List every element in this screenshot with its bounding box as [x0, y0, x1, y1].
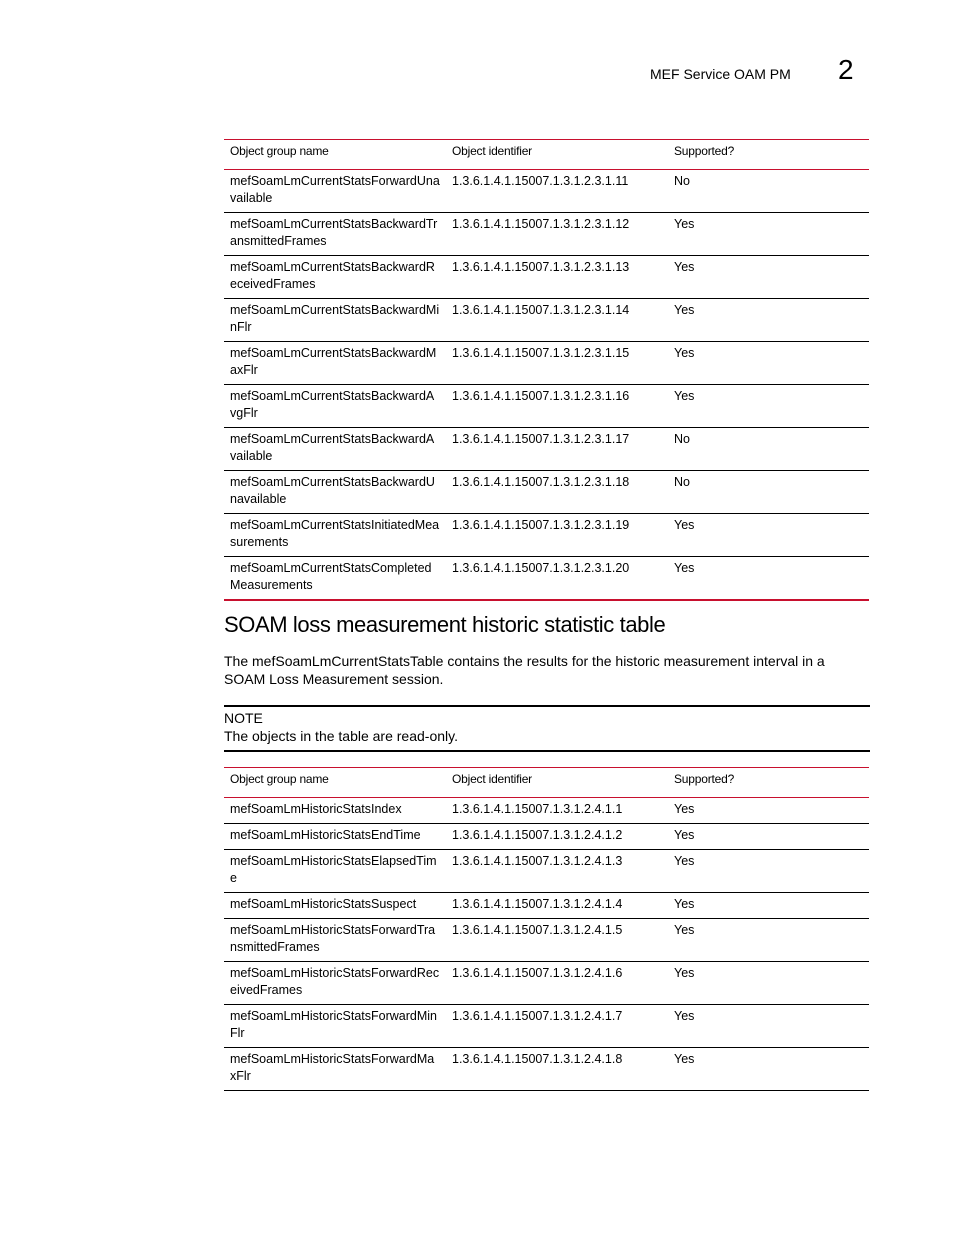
supported-cell: Yes	[668, 299, 869, 342]
supported-cell: Yes	[668, 342, 869, 385]
table-row	[224, 514, 869, 557]
supported-cell: Yes	[668, 1048, 869, 1091]
supported-cell: Yes	[668, 514, 869, 557]
table-row	[224, 299, 869, 342]
supported-cell: Yes	[668, 213, 869, 256]
table-row	[224, 213, 869, 256]
object-identifier-cell: 1.3.6.1.4.1.15007.1.3.1.2.4.1.4	[446, 893, 668, 919]
column-header-object-group-name: Object group name	[224, 768, 446, 798]
section-heading: SOAM loss measurement historic statistic table	[224, 612, 666, 637]
object-group-name-cell: mefSoamLmCurrentStatsBackwardUnavailable	[224, 471, 446, 514]
object-group-name-cell: mefSoamLmHistoricStatsEndTime	[224, 824, 446, 850]
object-group-name-cell: mefSoamLmHistoricStatsSuspect	[224, 893, 446, 919]
object-group-name-cell: mefSoamLmCurrentStatsBackwardAvgFlr	[224, 385, 446, 428]
object-identifier-cell: 1.3.6.1.4.1.15007.1.3.1.2.3.1.20	[446, 557, 668, 601]
object-identifier-cell: 1.3.6.1.4.1.15007.1.3.1.2.4.1.2	[446, 824, 668, 850]
supported-cell: Yes	[668, 824, 869, 850]
header-section-title: MEF Service OAM PM	[650, 66, 791, 82]
object-identifier-cell: 1.3.6.1.4.1.15007.1.3.1.2.3.1.15	[446, 342, 668, 385]
object-group-name-cell: mefSoamLmCurrentStatsBackwardMaxFlr	[224, 342, 446, 385]
object-group-name-cell: mefSoamLmCurrentStatsBackwardTransmittedFrames	[224, 213, 446, 256]
table-row	[224, 798, 869, 824]
table-header-row	[224, 140, 869, 170]
object-group-name-cell: mefSoamLmHistoricStatsElapsedTime	[224, 850, 446, 893]
header-chapter-number: 2	[838, 54, 854, 85]
supported-cell: Yes	[668, 798, 869, 824]
object-identifier-cell: 1.3.6.1.4.1.15007.1.3.1.2.3.1.14	[446, 299, 668, 342]
current-stats-table	[224, 139, 869, 601]
object-identifier-cell: 1.3.6.1.4.1.15007.1.3.1.2.3.1.11	[446, 170, 668, 213]
column-header-object-identifier: Object identifier	[446, 140, 668, 170]
table-row	[224, 385, 869, 428]
supported-cell: Yes	[668, 557, 869, 601]
supported-cell: Yes	[668, 256, 869, 299]
supported-cell: No	[668, 471, 869, 514]
object-group-name-cell: mefSoamLmCurrentStatsCompleted Measurements	[224, 557, 446, 601]
table-row	[224, 824, 869, 850]
section-body-text: The mefSoamLmCurrentStatsTable contains the results for the historic measurement interval in a SOAM Loss Measurement session.	[224, 653, 825, 687]
table-row	[224, 850, 869, 893]
supported-cell: No	[668, 428, 869, 471]
note-box	[224, 705, 870, 752]
supported-cell: Yes	[668, 962, 869, 1005]
object-group-name-cell: mefSoamLmHistoricStatsForwardMinFlr	[224, 1005, 446, 1048]
object-identifier-cell: 1.3.6.1.4.1.15007.1.3.1.2.3.1.17	[446, 428, 668, 471]
object-identifier-cell: 1.3.6.1.4.1.15007.1.3.1.2.4.1.5	[446, 919, 668, 962]
supported-cell: Yes	[668, 1005, 869, 1048]
table-row	[224, 170, 869, 213]
object-identifier-cell: 1.3.6.1.4.1.15007.1.3.1.2.4.1.3	[446, 850, 668, 893]
object-identifier-cell: 1.3.6.1.4.1.15007.1.3.1.2.4.1.6	[446, 962, 668, 1005]
table-row	[224, 962, 869, 1005]
object-group-name-cell: mefSoamLmHistoricStatsForwardMaxFlr	[224, 1048, 446, 1091]
note-label: NOTE	[224, 710, 263, 726]
table-header-row	[224, 768, 869, 798]
supported-cell: Yes	[668, 385, 869, 428]
object-identifier-cell: 1.3.6.1.4.1.15007.1.3.1.2.3.1.18	[446, 471, 668, 514]
object-group-name-cell: mefSoamLmHistoricStatsIndex	[224, 798, 446, 824]
object-identifier-cell: 1.3.6.1.4.1.15007.1.3.1.2.3.1.16	[446, 385, 668, 428]
object-group-name-cell: mefSoamLmCurrentStatsBackwardAvailable	[224, 428, 446, 471]
page-header	[0, 54, 954, 98]
object-identifier-cell: 1.3.6.1.4.1.15007.1.3.1.2.4.1.1	[446, 798, 668, 824]
historic-stats-table	[224, 767, 869, 1091]
table-row	[224, 919, 869, 962]
column-header-supported: Supported?	[668, 768, 869, 798]
object-identifier-cell: 1.3.6.1.4.1.15007.1.3.1.2.4.1.8	[446, 1048, 668, 1091]
object-group-name-cell: mefSoamLmCurrentStatsForwardUnavailable	[224, 170, 446, 213]
object-group-name-cell: mefSoamLmHistoricStatsForwardTransmittedFrames	[224, 919, 446, 962]
table-row	[224, 893, 869, 919]
object-identifier-cell: 1.3.6.1.4.1.15007.1.3.1.2.3.1.12	[446, 213, 668, 256]
object-identifier-cell: 1.3.6.1.4.1.15007.1.3.1.2.3.1.13	[446, 256, 668, 299]
column-header-supported: Supported?	[668, 140, 869, 170]
object-identifier-cell: 1.3.6.1.4.1.15007.1.3.1.2.3.1.19	[446, 514, 668, 557]
column-header-object-group-name: Object group name	[224, 140, 446, 170]
supported-cell: Yes	[668, 893, 869, 919]
object-group-name-cell: mefSoamLmHistoricStatsForwardReceivedFrames	[224, 962, 446, 1005]
supported-cell: No	[668, 170, 869, 213]
column-header-object-identifier: Object identifier	[446, 768, 668, 798]
table-row	[224, 256, 869, 299]
note-text: The objects in the table are read-only.	[224, 728, 458, 744]
object-group-name-cell: mefSoamLmCurrentStatsBackwardReceivedFrames	[224, 256, 446, 299]
object-group-name-cell: mefSoamLmCurrentStatsInitiatedMeasurements	[224, 514, 446, 557]
object-group-name-cell: mefSoamLmCurrentStatsBackwardMinFlr	[224, 299, 446, 342]
table-row	[224, 471, 869, 514]
table-row	[224, 342, 869, 385]
table-row	[224, 1048, 869, 1091]
table-row	[224, 1005, 869, 1048]
supported-cell: Yes	[668, 850, 869, 893]
supported-cell: Yes	[668, 919, 869, 962]
table-row	[224, 428, 869, 471]
table-row	[224, 557, 869, 601]
object-identifier-cell: 1.3.6.1.4.1.15007.1.3.1.2.4.1.7	[446, 1005, 668, 1048]
